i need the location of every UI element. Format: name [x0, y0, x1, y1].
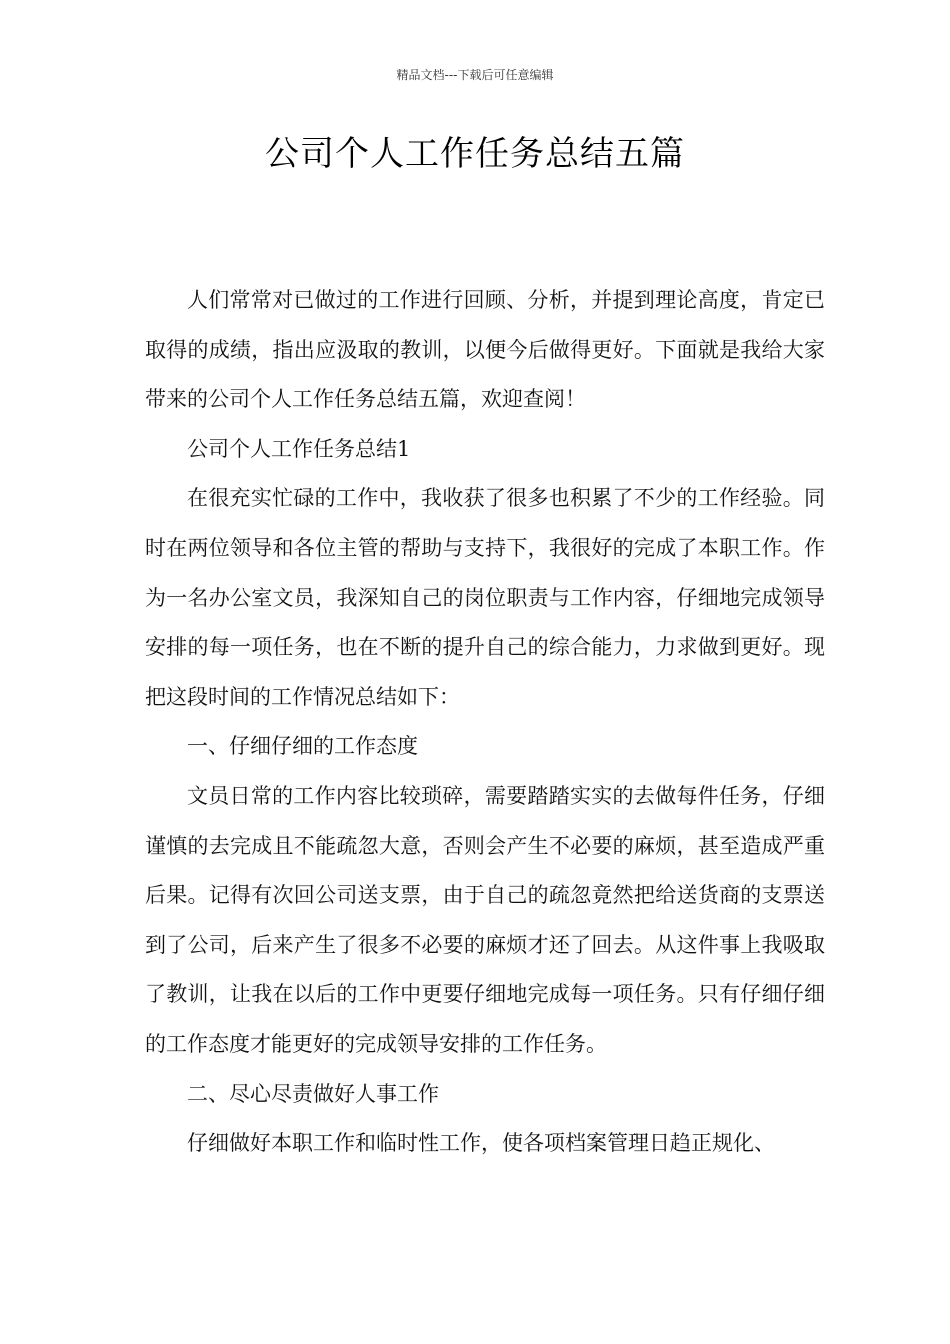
header-note: 精品文档---下载后可任意编辑	[396, 68, 554, 82]
section-heading-summary-1: 公司个人工作任务总结1	[187, 436, 411, 461]
subsection-heading-1: 一、仔细仔细的工作态度	[187, 734, 418, 759]
body-paragraph: 仔细做好本职工作和临时性工作，使各项档案管理日趋正规化、	[187, 1131, 775, 1156]
intro-paragraph: 人们常常对已做过的工作进行回顾、分析，并提到理论高度，肯定已取得的成绩，指出应汲取的教训，以便今后做得更好。下面就是我给大家带来的公司个人工作任务总结五篇，欢迎查阅！	[145, 288, 825, 412]
body-paragraph: 文员日常的工作内容比较琐碎，需要踏踏实实的去做每件任务，仔细谨慎的去完成且不能疏忽大意，否则会产生不必要的麻烦，甚至造成严重后果。记得有次回公司送支票，由于自己的疏忽竟然把给送货商的支票送到了公司，后来产生了很多不必要的麻烦才还了回去。从这件事上我吸取了教训，让我在以后的工作中更要仔细地完成每一项任务。只有仔细仔细的工作态度才能更好的完成领导安排的工作任务。	[145, 783, 825, 1056]
document-body	[145, 276, 825, 1169]
document-title: 公司个人工作任务总结五篇	[265, 134, 685, 174]
subsection-heading-2: 二、尽心尽责做好人事工作	[187, 1081, 439, 1106]
body-paragraph: 在很充实忙碌的工作中，我收获了很多也积累了不少的工作经验。同时在两位领导和各位主管的帮助与支持下，我很好的完成了本职工作。作为一名办公室文员，我深知自己的岗位职责与工作内容，仔细地完成领导安排的每一项任务，也在不断的提升自己的综合能力，力求做到更好。现把这段时间的工作情况总结如下：	[145, 486, 825, 709]
